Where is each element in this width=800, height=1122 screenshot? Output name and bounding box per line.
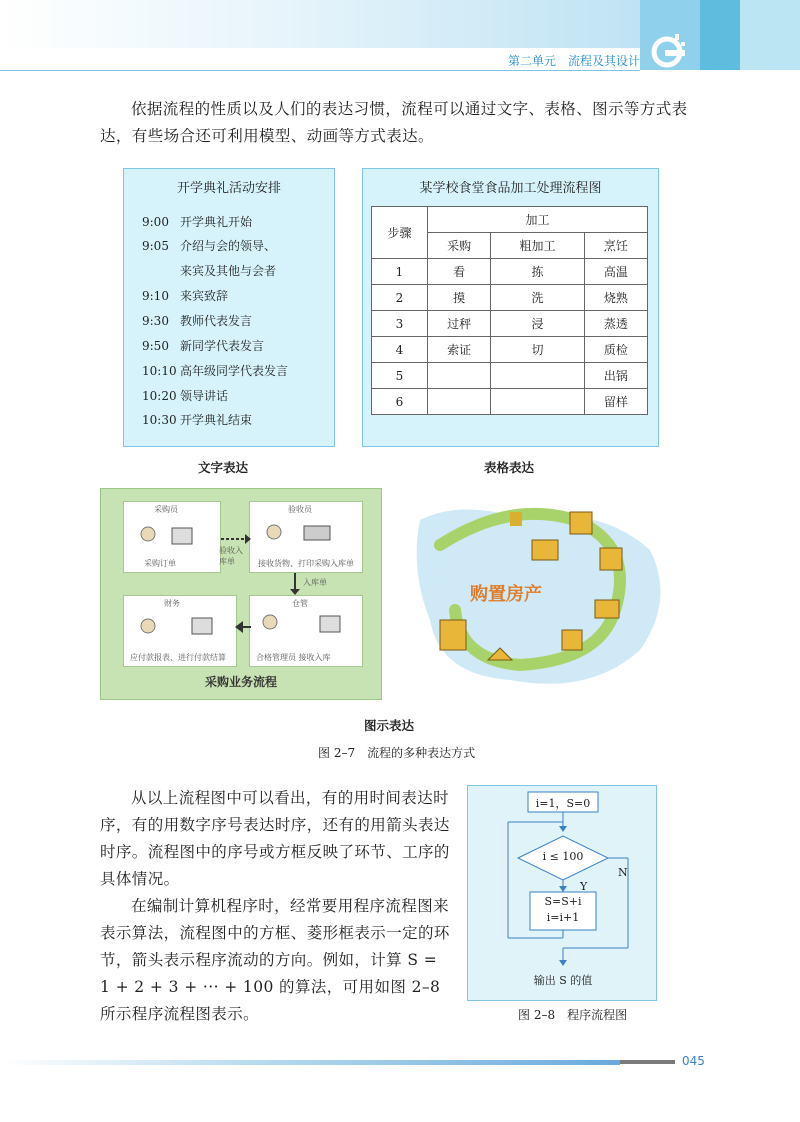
intro-paragraph: 依据流程的性质以及人们的表达习惯，流程可以通过文字、表格、图示等方式表达，有些场合还可利用模型、动画等方式表达。 xyxy=(100,100,688,145)
table-row: 2 摸 洗 烧熟 xyxy=(372,285,648,311)
page-number: 045 xyxy=(682,1054,705,1068)
signpost-icon xyxy=(510,512,522,526)
table-row: 3 过秤 浸 蒸透 xyxy=(372,311,648,337)
table-header: 步骤 xyxy=(372,207,428,259)
arrow-label: 入库单 xyxy=(303,578,327,587)
footer-rule xyxy=(620,1060,675,1064)
flow-box-warehouse: 仓管 合格管理员 接收入库 xyxy=(249,595,363,667)
paragraph-2: 在编制计算机程序时，经常要用程序流程图来表示算法，流程图中的方框、菱形框表示一定的环节，箭头表示程序流动的方向。例如，计算 S = 1 + 2 + 3 + ··· + 100 的算法，可用如图 2–8 所示程序流程图表示。 xyxy=(100,897,450,1023)
table-header: 加工 xyxy=(428,207,648,233)
table-header: 采购 xyxy=(428,233,491,259)
yes-label: Y xyxy=(580,880,588,893)
program-flowchart xyxy=(467,785,657,1001)
gear-icon xyxy=(645,30,685,70)
arrow-down-icon xyxy=(289,573,301,595)
illustration-title: 购置房产 xyxy=(470,584,542,605)
arrow-left-icon xyxy=(235,621,251,633)
output-label: 输出 S 的值 xyxy=(533,974,593,987)
process-table xyxy=(371,206,648,415)
illustration-title: 采购业务流程 xyxy=(204,675,277,689)
schedule-row: 来宾及其他与会者 xyxy=(180,264,277,278)
flowchart-caption: 图 2–8 程序流程图 xyxy=(518,1008,628,1022)
header-block xyxy=(740,0,800,70)
no-label: N xyxy=(618,866,628,879)
schedule-row: 10:30 开学典礼结束 xyxy=(142,413,253,427)
body-line-1: S=S+i xyxy=(544,895,582,908)
schedule-row: 9:00 开学典礼开始 xyxy=(142,215,253,229)
purchase-flow-illustration xyxy=(100,488,382,700)
table-row: 6 留样 xyxy=(372,389,648,415)
footer-rule xyxy=(0,1060,620,1065)
table-expression-panel xyxy=(362,168,659,447)
arrow-label: 验收入库单 xyxy=(219,546,243,566)
caption-table-expression: 表格表达 xyxy=(484,460,535,475)
panel-title: 开学典礼活动安排 xyxy=(176,181,281,196)
caption-figure-expression: 图示表达 xyxy=(364,718,415,733)
header-block xyxy=(700,0,740,70)
header-rule xyxy=(0,70,640,71)
text-expression-panel xyxy=(123,168,335,447)
table-row: 5 出锅 xyxy=(372,363,648,389)
schedule-row: 10:10 高年级同学代表发言 xyxy=(142,364,289,378)
table-row: 1 看 拣 高温 xyxy=(372,259,648,285)
init-box: i=1，S=0 xyxy=(535,797,591,810)
section-title: 第二单元 流程及其设计 xyxy=(508,54,641,68)
flowchart-lines xyxy=(468,786,656,1000)
schedule-row: 9:50 新同学代表发言 xyxy=(142,339,265,353)
schedule-row: 9:05 介绍与会的领导、 xyxy=(142,239,277,253)
table-header: 粗加工 xyxy=(491,233,585,259)
condition-diamond: i ≤ 100 xyxy=(542,850,584,863)
flow-box-finance: 财务 应付款报表、进行付款结算 xyxy=(123,595,237,667)
header-band xyxy=(0,0,640,48)
table-row: 4 索证 切 质检 xyxy=(372,337,648,363)
schedule-row: 9:10 来宾致辞 xyxy=(142,289,229,303)
schedule-row: 9:30 教师代表发言 xyxy=(142,314,253,328)
schedule-row: 10:20 领导讲话 xyxy=(142,389,229,403)
panel-title: 某学校食堂食品加工处理流程图 xyxy=(419,181,602,196)
flow-box-inspector: 验收员 接收货物、打印采购入库单 xyxy=(249,501,363,573)
body-text xyxy=(78,785,450,1028)
flow-box-purchaser: 采购员 采购订单 xyxy=(123,501,221,573)
body-line-2: i=i+1 xyxy=(546,911,580,924)
paragraph-1: 从以上流程图中可以看出，有的用时间表达时序，有的用数字序号表达时序，还有的用箭头表达时序。流程图中的序号或方框反映了环节、工序的具体情况。 xyxy=(100,789,450,888)
table-header: 烹饪 xyxy=(584,233,647,259)
figure-caption: 图 2–7 流程的多种表达方式 xyxy=(318,746,476,760)
caption-text-expression: 文字表达 xyxy=(198,460,249,475)
